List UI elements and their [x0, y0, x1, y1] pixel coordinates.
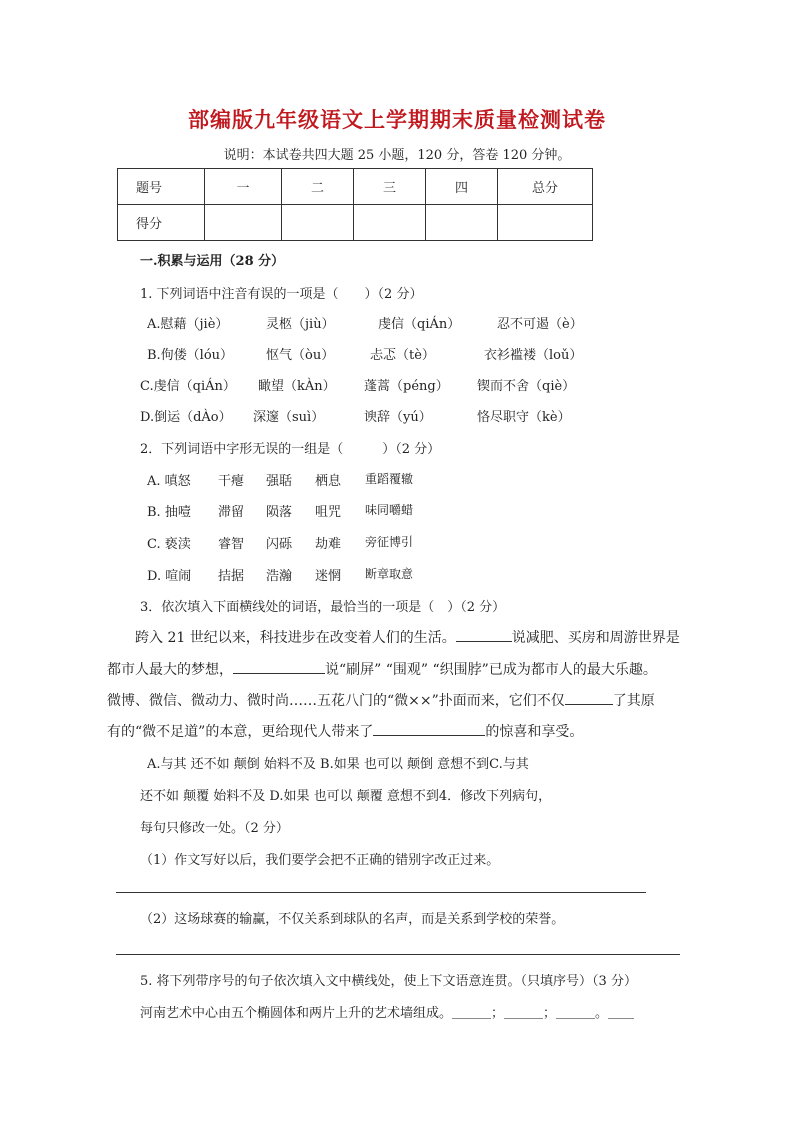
passage-line: [107, 659, 657, 679]
option-word: B. 抽噎: [147, 505, 191, 520]
section-heading: 一.积累与运用（28 分）: [140, 254, 285, 269]
option-word: 蓬蒿（péng）: [364, 379, 449, 394]
passage-line: [135, 627, 680, 647]
exam-note: 说明：本试卷共四大题 25 小题，120 分，答卷 120 分钟。: [223, 148, 571, 163]
question-2-stem: 2．下列词语中字形无误的一组是（ ）（2 分）: [140, 442, 441, 457]
passage-text: 微博、微信、微动力、微时尚……五花八门的“微××”扑面而来，它们不仅: [107, 693, 565, 709]
score-table-header-row: [118, 169, 593, 205]
option-word: 重蹈覆辙: [365, 472, 414, 486]
score-input-cell[interactable]: [354, 205, 426, 241]
option-word: 灵柩（jiù）: [266, 317, 335, 332]
question-3-options: 还不如 颠覆 始料不及 D.如果 也可以 颠覆 意想不到4．修改下列病句，: [140, 789, 552, 804]
fill-blank[interactable]: [456, 627, 512, 642]
passage-text: 都市人最大的梦想，: [107, 662, 233, 678]
option-word: D. 喧闹: [147, 569, 192, 584]
option-word: 虔信（qiÁn）: [378, 317, 461, 332]
passage-text: 的惊喜和享受。: [485, 724, 584, 740]
score-row-label: 得分: [118, 205, 205, 241]
score-table-header-cell: 题号: [118, 169, 205, 205]
option-word: D.倒运（dÀo）: [140, 410, 232, 425]
score-table-header-cell: 四: [426, 169, 498, 205]
score-table-header-cell: 三: [354, 169, 426, 205]
question-4-instruction: 每句只修改一处。（2 分）: [140, 821, 289, 836]
fill-blank[interactable]: [565, 690, 613, 705]
option-word: A. 嗔怒: [147, 474, 191, 489]
option-word: 瞰望（kÀn）: [258, 379, 336, 394]
question-3-options: A.与其 还不如 颠倒 始料不及 B.如果 也可以 颠倒 意想不到C.与其: [147, 757, 529, 772]
score-table-header-cell: 二: [282, 169, 354, 205]
option-word: 味同嚼蜡: [365, 503, 414, 517]
answer-line[interactable]: [116, 892, 646, 893]
score-table: [117, 168, 593, 241]
question-5-stem: 5. 将下列带序号的句子依次填入文中横线处，使上下文语意连贯。（只填序号）（3 分）: [140, 974, 637, 989]
question-1-stem: 1. 下列词语中注音有误的一项是（ ）（2 分）: [140, 287, 423, 302]
option-word: 浩瀚: [266, 569, 293, 584]
option-word: C.虔信（qiÁn）: [140, 379, 236, 394]
passage-text: 说减肥、买房和周游世界是: [511, 630, 680, 646]
option-word: 旁征博引: [365, 535, 414, 549]
option-word: 恪尽职守（kè）: [477, 410, 571, 425]
score-table-score-row: [118, 205, 593, 241]
score-table-header-cell: 一: [205, 169, 282, 205]
option-word: 谀辞（yú）: [364, 410, 432, 425]
option-word: 迷惘: [315, 569, 342, 584]
option-word: 干瘪: [218, 474, 245, 489]
option-word: 陨落: [266, 505, 293, 520]
option-word: 咀咒: [315, 505, 342, 520]
passage-line: [107, 721, 583, 741]
option-word: 忍不可遏（è）: [497, 317, 583, 332]
option-word: 栖息: [315, 474, 342, 489]
passage-text: 说“刷屏” “围观” “织围脖”已成为都市人的最大乐趣。: [325, 662, 657, 678]
option-word: 闪砾: [266, 537, 293, 552]
option-word: 断章取意: [365, 567, 414, 581]
option-word: 睿智: [218, 537, 245, 552]
score-input-cell[interactable]: [282, 205, 354, 241]
question-3-stem: 3．依次填入下面横线处的词语，最恰当的一项是（ ）（2 分）: [140, 600, 506, 615]
option-word: 拮据: [218, 569, 245, 584]
option-word: B.佝偻（lóu）: [147, 348, 234, 363]
question-4-sentence-1: （1）作文写好以后，我们要学会把不正确的错别字改正过来。: [140, 853, 500, 868]
option-word: 怄气（òu）: [266, 348, 335, 363]
fill-blank[interactable]: [233, 659, 325, 674]
option-word: A.慰藉（jiè）: [147, 317, 229, 332]
score-table-header-cell: 总分: [498, 169, 593, 205]
question-5-passage: 河南艺术中心由五个椭圆体和两片上升的艺术墙组成。＿＿＿；＿＿＿；＿＿＿。＿＿: [140, 1006, 635, 1021]
page-title: 部编版九年级语文上学期期末质量检测试卷: [188, 107, 606, 132]
option-word: 劫难: [315, 537, 342, 552]
option-word: 衣衫褴褛（loǔ）: [484, 348, 583, 363]
option-word: 强聒: [266, 474, 293, 489]
question-4-sentence-2: （2）这场球赛的输赢，不仅关系到球队的名声，而是关系到学校的荣誉。: [140, 912, 565, 927]
score-input-cell[interactable]: [498, 205, 593, 241]
option-word: 锲而不舍（qiè）: [477, 379, 576, 394]
option-word: 滞留: [218, 505, 245, 520]
passage-text: 有的“微不足道”的本意，更给现代人带来了: [107, 724, 374, 740]
score-input-cell[interactable]: [205, 205, 282, 241]
option-word: 深邃（suì）: [253, 410, 325, 425]
fill-blank[interactable]: [373, 721, 485, 736]
passage-text: 了其原: [612, 693, 655, 709]
option-word: 忐忑（tè）: [370, 348, 435, 363]
passage-line: [107, 690, 655, 710]
answer-line[interactable]: [116, 954, 680, 955]
passage-text: 跨入 21 世纪以来，科技进步在改变着人们的生活。: [135, 630, 456, 646]
option-word: C. 亵渎: [147, 537, 191, 552]
score-input-cell[interactable]: [426, 205, 498, 241]
